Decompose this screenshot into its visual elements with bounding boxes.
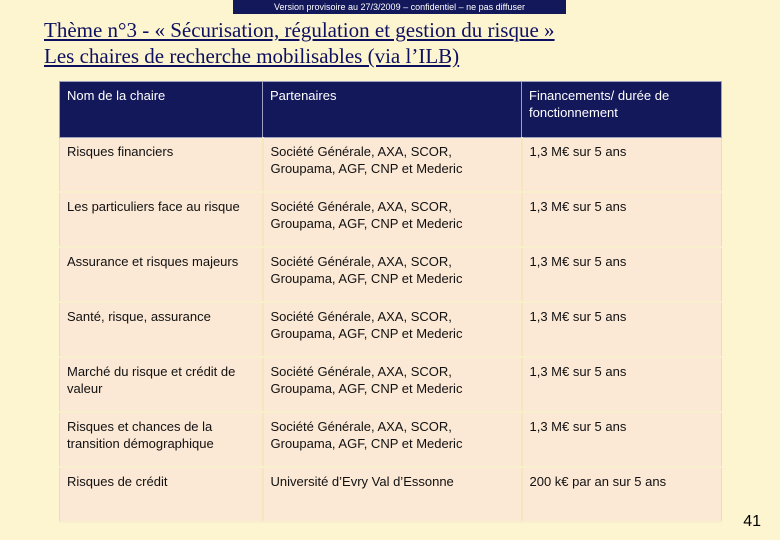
- header-funding-duration: Financements/ durée de fonctionnement: [522, 82, 722, 138]
- cell-partners: Société Générale, AXA, SCOR, Groupama, AGF, CNP et Mederic: [263, 302, 522, 357]
- slide-title: [44, 17, 764, 69]
- table-row: [60, 467, 722, 522]
- confidentiality-banner: Version provisoire au 27/3/2009 – confidentiel – ne pas diffuser: [233, 0, 566, 14]
- cell-chair-name: Risques financiers: [60, 138, 263, 193]
- table-row: [60, 302, 722, 357]
- cell-partners: Société Générale, AXA, SCOR, Groupama, AGF, CNP et Mederic: [263, 138, 522, 193]
- table-row: [60, 412, 722, 467]
- cell-partners: Société Générale, AXA, SCOR, Groupama, AGF, CNP et Mederic: [263, 412, 522, 467]
- chairs-table: [59, 81, 722, 523]
- cell-funding: 1,3 M€ sur 5 ans: [522, 247, 722, 302]
- table-row: [60, 192, 722, 247]
- cell-funding: 1,3 M€ sur 5 ans: [522, 302, 722, 357]
- cell-chair-name: Assurance et risques majeurs: [60, 247, 263, 302]
- table-header-row: [60, 82, 722, 138]
- cell-chair-name: Risques de crédit: [60, 467, 263, 522]
- cell-funding: 200 k€ par an sur 5 ans: [522, 467, 722, 522]
- cell-chair-name: Santé, risque, assurance: [60, 302, 263, 357]
- cell-funding: 1,3 M€ sur 5 ans: [522, 357, 722, 412]
- cell-partners: Société Générale, AXA, SCOR, Groupama, AGF, CNP et Mederic: [263, 357, 522, 412]
- cell-funding: 1,3 M€ sur 5 ans: [522, 412, 722, 467]
- page-number: 41: [743, 513, 761, 530]
- cell-partners: Université d’Evry Val d’Essonne: [263, 467, 522, 522]
- cell-funding: 1,3 M€ sur 5 ans: [522, 138, 722, 193]
- header-partners: Partenaires: [263, 82, 522, 138]
- cell-partners: Société Générale, AXA, SCOR, Groupama, AGF, CNP et Mederic: [263, 247, 522, 302]
- cell-funding: 1,3 M€ sur 5 ans: [522, 192, 722, 247]
- slide-title-line-1: Thème n°3 - « Sécurisation, régulation et gestion du risque »: [44, 18, 555, 42]
- cell-partners: Société Générale, AXA, SCOR, Groupama, AGF, CNP et Mederic: [263, 192, 522, 247]
- table-row: [60, 247, 722, 302]
- slide-title-line-2: Les chaires de recherche mobilisables (via l’ILB): [44, 44, 460, 68]
- table-row: [60, 138, 722, 193]
- header-chair-name: Nom de la chaire: [60, 82, 263, 138]
- cell-chair-name: Marché du risque et crédit de valeur: [60, 357, 263, 412]
- table-row: [60, 357, 722, 412]
- cell-chair-name: Risques et chances de la transition démographique: [60, 412, 263, 467]
- cell-chair-name: Les particuliers face au risque: [60, 192, 263, 247]
